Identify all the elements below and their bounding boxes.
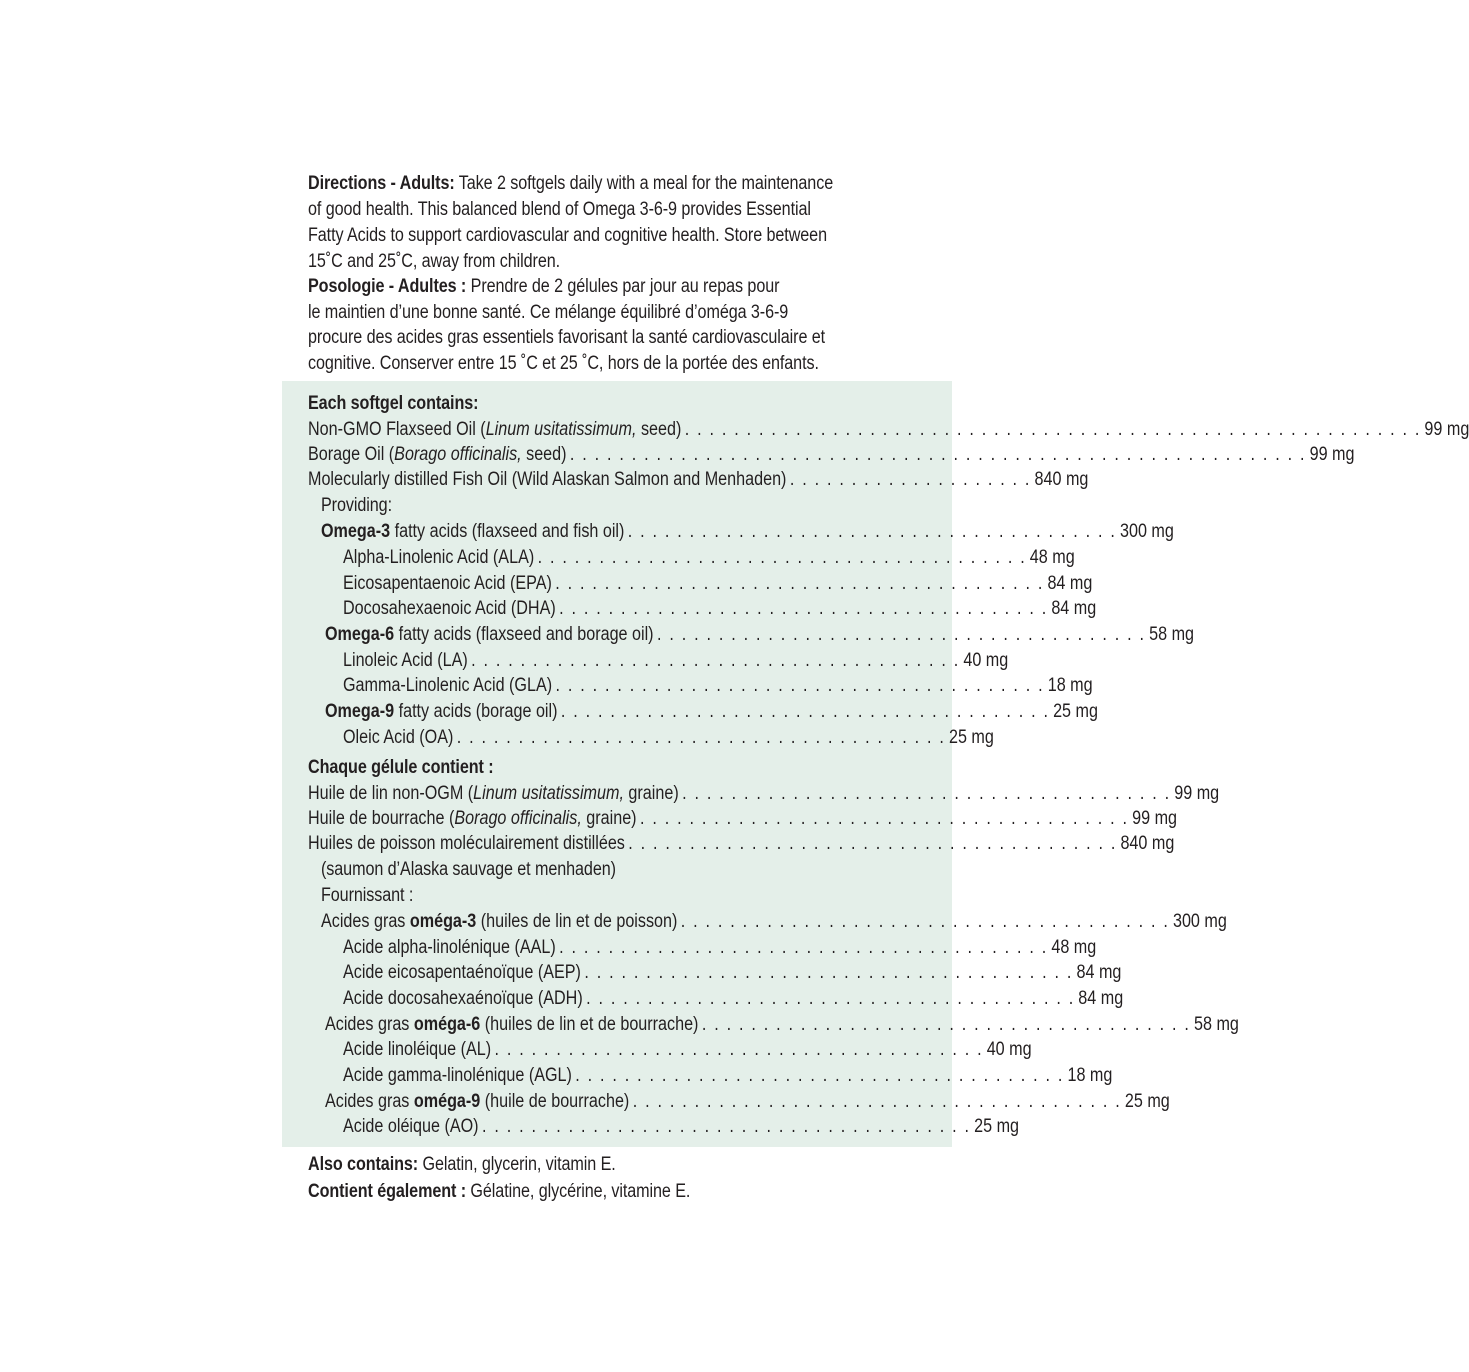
leader-dots: . . . . . . . . . . . . . . . . . . . . . . . . . . . . . . . . . . . . . . . . — [682, 783, 1171, 804]
amount: 99 mg — [1424, 419, 1469, 440]
leader-dots: . . . . . . . . . . . . . . . . . . . . . . . . . . . . . . . . . . . . . . . . — [481, 1116, 971, 1137]
amount: 300 mg — [1172, 911, 1227, 932]
directions-en-heading: Directions - Adults: — [308, 173, 455, 194]
leader-dots: . . . . . . . . . . . . . . . . . . . . . . . . . . . . . . . . . . . . . . . . . . . . . . . . . . . . . . . . . . . . — [569, 444, 1307, 465]
amount: 40 mg — [986, 1039, 1032, 1060]
ingredient-fr-flax: Huile de lin non-OGM (Linum usitatissimum, graine) . . . . . . . . . . . . . . . . . . . . . . . . . . . . . . . . . . . . . . . . 99 mg — [308, 781, 907, 807]
ingredient-en-fish: Molecularly distilled Fish Oil (Wild Alaskan Salmon and Menhaden) . . . . . . . . . . . . . . . . . . . . 840 mg — [308, 467, 923, 493]
leader-dots: . . . . . . . . . . . . . . . . . . . . — [789, 469, 1032, 490]
providing-fr: Fournissant : — [321, 885, 414, 906]
leader-dots: . . . . . . . . . . . . . . . . . . . . . . . . . . . . . . . . . . . . . . . . — [494, 1039, 984, 1060]
leader-dots: . . . . . . . . . . . . . . . . . . . . . . . . . . . . . . . . . . . . . . . . — [560, 701, 1050, 722]
fish-note-fr: (saumon d’Alaska sauvage et menhaden) — [321, 859, 616, 880]
amount: 25 mg — [974, 1116, 1020, 1137]
amount: 40 mg — [963, 650, 1009, 671]
ingredients-fr-heading: Chaque gélule contient : — [308, 757, 494, 778]
ingredient-fr-adh: Acide docosahexaénoïque (ADH) . . . . . . . . . . . . . . . . . . . . . . . . . . . . . . . . . . . . . . . . 84 mg — [343, 986, 836, 1012]
leader-dots: . . . . . . . . . . . . . . . . . . . . . . . . . . . . . . . . . . . . . . . . — [639, 808, 1129, 829]
amount: 25 mg — [948, 727, 994, 748]
leader-dots: . . . . . . . . . . . . . . . . . . . . . . . . . . . . . . . . . . . . . . . . — [555, 675, 1045, 696]
ingredient-en-omega6: Omega-6 fatty acids (flaxseed and borage oil) . . . . . . . . . . . . . . . . . . . . . . . . . . . . . . . . . . . . . . . . 58 mg — [325, 622, 861, 648]
amount: 18 mg — [1047, 675, 1093, 696]
ingredient-en-epa: Eicosapentaenoic Acid (EPA) . . . . . . . . . . . . . . . . . . . . . . . . . . . . . . . . . . . . . . . . 84 mg — [343, 571, 836, 597]
amount: 58 mg — [1194, 1014, 1239, 1035]
ingredient-fr-omega6: Acides gras oméga-6 (huiles de lin et de bourrache) . . . . . . . . . . . . . . . . . . . . . . . . . . . . . . . . . . . . . . . . 58 mg — [325, 1012, 861, 1038]
ingredient-en-omega3: Omega-3 fatty acids (flaxseed and fish oil) . . . . . . . . . . . . . . . . . . . . . . . . . . . . . . . . . . . . . . . . 300 mg — [321, 519, 853, 545]
leader-dots: . . . . . . . . . . . . . . . . . . . . . . . . . . . . . . . . . . . . . . . . — [471, 650, 960, 671]
amount: 840 mg — [1034, 469, 1089, 490]
leader-dots: . . . . . . . . . . . . . . . . . . . . . . . . . . . . . . . . . . . . . . . . — [701, 1014, 1191, 1035]
ingredient-en-borage: Borage Oil (Borago officinalis, seed) . . . . . . . . . . . . . . . . . . . . . . . . . . . . . . . . . . . . . . . . . . . . . . . . . . . . . . . . . . . . 99 mg — [308, 442, 923, 468]
leader-dots: . . . . . . . . . . . . . . . . . . . . . . . . . . . . . . . . . . . . . . . . — [456, 727, 946, 748]
ingredient-fr-omega3: Acides gras oméga-3 (huiles de lin et de poisson) . . . . . . . . . . . . . . . . . . . . . . . . . . . . . . . . . . . . . . . . 300 mg — [321, 909, 851, 935]
ingredient-fr-omega9: Acides gras oméga-9 (huile de bourrache) . . . . . . . . . . . . . . . . . . . . . . . . . . . . . . . . . . . . . . . . 25 mg — [325, 1089, 861, 1115]
leader-dots: . . . . . . . . . . . . . . . . . . . . . . . . . . . . . . . . . . . . . . . . — [555, 573, 1045, 594]
ingredient-fr-al: Acide linoléique (AL) . . . . . . . . . . . . . . . . . . . . . . . . . . . . . . . . . . . . . . . . 40 mg — [343, 1037, 836, 1063]
leader-dots: . . . . . . . . . . . . . . . . . . . . . . . . . . . . . . . . . . . . . . . . — [537, 547, 1027, 568]
directions-fr-line1: Posologie - Adultes : Prendre de 2 gélules par jour au repas pour — [308, 276, 780, 297]
directions-en-line1: Directions - Adults: Take 2 softgels daily with a meal for the maintenance — [308, 173, 834, 194]
leader-dots: . . . . . . . . . . . . . . . . . . . . . . . . . . . . . . . . . . . . . . . . — [559, 937, 1048, 958]
amount: 99 mg — [1309, 444, 1355, 465]
amount: 84 mg — [1076, 962, 1122, 983]
directions-en-line3: Fatty Acids to support cardiovascular and cognitive health. Store between — [308, 225, 827, 246]
ingredient-fr-aal: Acide alpha-linolénique (AAL) . . . . . . . . . . . . . . . . . . . . . . . . . . . . . . . . . . . . . . . . 48 mg — [343, 935, 836, 961]
ingredient-fr-agl: Acide gamma-linolénique (AGL) . . . . . . . . . . . . . . . . . . . . . . . . . . . . . . . . . . . . . . . . 18 mg — [343, 1063, 836, 1089]
leader-dots: . . . . . . . . . . . . . . . . . . . . . . . . . . . . . . . . . . . . . . . . — [584, 962, 1074, 983]
directions-fr-line3: procure des acides gras essentiels favorisant la santé cardiovasculaire et — [308, 327, 826, 348]
ingredient-en-oa: Oleic Acid (OA) . . . . . . . . . . . . . . . . . . . . . . . . . . . . . . . . . . . . . . . . 25 mg — [343, 725, 836, 751]
ingredient-en-ala: Alpha-Linolenic Acid (ALA) . . . . . . . . . . . . . . . . . . . . . . . . . . . . . . . . . . . . . . . . 48 mg — [343, 545, 836, 571]
also-contains-en: Also contains: Gelatin, glycerin, vitamin E. — [308, 1154, 616, 1175]
ingredient-en-flax: Non-GMO Flaxseed Oil (Linum usitatissimum, seed) . . . . . . . . . . . . . . . . . . . . . . . . . . . . . . . . . . . . . . . . . . . . . . . . . . . . . . . . . . . . 99 mg — [308, 417, 923, 443]
ingredient-en-dha: Docosahexaenoic Acid (DHA) . . . . . . . . . . . . . . . . . . . . . . . . . . . . . . . . . . . . . . . . 84 mg — [343, 596, 836, 622]
also-contains-fr: Contient également : Gélatine, glycérine, vitamine E. — [308, 1181, 691, 1202]
ingredient-fr-aep: Acide eicosapentaénoïque (AEP) . . . . . . . . . . . . . . . . . . . . . . . . . . . . . . . . . . . . . . . . 84 mg — [343, 960, 836, 986]
amount: 84 mg — [1051, 598, 1097, 619]
amount: 48 mg — [1051, 937, 1097, 958]
directions-en-line4: 15˚C and 25˚C, away from children. — [308, 251, 561, 272]
ingredient-en-gla: Gamma-Linolenic Acid (GLA) . . . . . . . . . . . . . . . . . . . . . . . . . . . . . . . . . . . . . . . . 18 mg — [343, 673, 836, 699]
amount: 58 mg — [1149, 624, 1195, 645]
ingredient-en-la: Linoleic Acid (LA) . . . . . . . . . . . . . . . . . . . . . . . . . . . . . . . . . . . . . . . . 40 mg — [343, 648, 836, 674]
amount: 18 mg — [1067, 1065, 1113, 1086]
leader-dots: . . . . . . . . . . . . . . . . . . . . . . . . . . . . . . . . . . . . . . . . — [586, 988, 1075, 1009]
ingredients-en-heading: Each softgel contains: — [308, 393, 479, 414]
ingredient-fr-ao: Acide oléique (AO) . . . . . . . . . . . . . . . . . . . . . . . . . . . . . . . . . . . . . . . . 25 mg — [343, 1114, 836, 1140]
amount: 99 mg — [1174, 783, 1220, 804]
ingredient-fr-borage: Huile de bourrache (Borago officinalis, graine) . . . . . . . . . . . . . . . . . . . . . . . . . . . . . . . . . . . . . . . . 99 mg — [308, 806, 907, 832]
directions-fr-line4: cognitive. Conserver entre 15 ˚C et 25 ˚C, hors de la portée des enfants. — [308, 353, 819, 374]
ingredient-fr-fish: Huiles de poisson moléculairement distillées . . . . . . . . . . . . . . . . . . . . . . . . . . . . . . . . . . . . . . . . 840 mg — [308, 831, 907, 857]
leader-dots: . . . . . . . . . . . . . . . . . . . . . . . . . . . . . . . . . . . . . . . . . . . . . . . . . . . . . . . . . . . . — [684, 419, 1422, 440]
amount: 84 mg — [1078, 988, 1124, 1009]
amount: 84 mg — [1047, 573, 1093, 594]
leader-dots: . . . . . . . . . . . . . . . . . . . . . . . . . . . . . . . . . . . . . . . . — [628, 833, 1118, 854]
leader-dots: . . . . . . . . . . . . . . . . . . . . . . . . . . . . . . . . . . . . . . . . — [680, 911, 1170, 932]
leader-dots: . . . . . . . . . . . . . . . . . . . . . . . . . . . . . . . . . . . . . . . . — [559, 598, 1048, 619]
leader-dots: . . . . . . . . . . . . . . . . . . . . . . . . . . . . . . . . . . . . . . . . — [656, 624, 1146, 645]
amount: 25 mg — [1053, 701, 1098, 722]
directions-fr-heading: Posologie - Adultes : — [308, 276, 467, 297]
amount: 25 mg — [1124, 1091, 1170, 1112]
amount: 840 mg — [1120, 833, 1175, 854]
leader-dots: . . . . . . . . . . . . . . . . . . . . . . . . . . . . . . . . . . . . . . . . — [627, 521, 1117, 542]
directions-fr-line2: le maintien d’une bonne santé. Ce mélange équilibré d’oméga 3-6-9 — [308, 302, 789, 323]
amount: 99 mg — [1132, 808, 1178, 829]
amount: 48 mg — [1029, 547, 1075, 568]
ingredient-en-omega9: Omega-9 fatty acids (borage oil) . . . . . . . . . . . . . . . . . . . . . . . . . . . . . . . . . . . . . . . . 25 mg — [325, 699, 861, 725]
leader-dots: . . . . . . . . . . . . . . . . . . . . . . . . . . . . . . . . . . . . . . . . — [632, 1091, 1122, 1112]
providing-en: Providing: — [321, 495, 392, 516]
leader-dots: . . . . . . . . . . . . . . . . . . . . . . . . . . . . . . . . . . . . . . . . — [575, 1065, 1065, 1086]
directions-en-line2: of good health. This balanced blend of Omega 3-6-9 provides Essential — [308, 199, 811, 220]
amount: 300 mg — [1119, 521, 1174, 542]
